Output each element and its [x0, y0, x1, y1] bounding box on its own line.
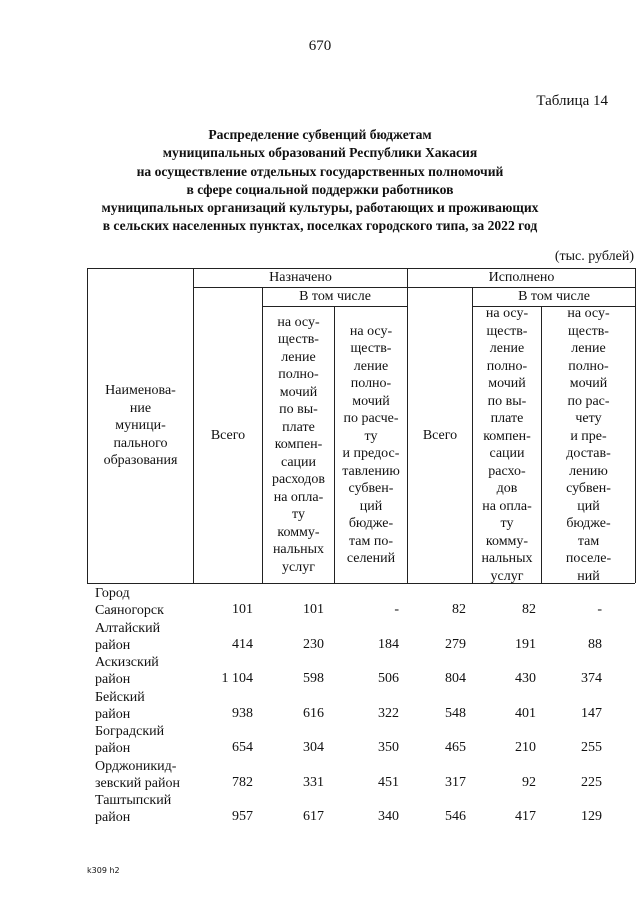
cell-assigned-total: 957: [232, 809, 253, 824]
cell-executed-compensation: 210: [515, 740, 536, 755]
title-line: на осуществление отдельных государственных полномочий: [136, 163, 504, 179]
cell-assigned-total: 101: [232, 602, 253, 617]
cell-assigned-compensation: 616: [303, 706, 324, 721]
row-name: Аскизский район: [95, 655, 159, 687]
cell-assigned-total: 782: [232, 775, 253, 790]
header-executed-in-that-number: В том числе: [518, 289, 590, 305]
header-assigned-compensation: на осу- ществ- ление полно- мочий по вы- плате компен- сации расходов на опла- ту комму- нальных услуг: [271, 314, 326, 575]
cell-assigned-total: 1 104: [221, 671, 253, 686]
units-label: (тыс. рублей): [554, 249, 634, 264]
row-name: Боградский район: [95, 724, 165, 756]
header-assigned-total: Всего: [210, 427, 246, 443]
cell-assigned-total: 654: [232, 740, 253, 755]
cell-executed-subventions: 374: [581, 671, 602, 686]
title-line: муниципальных организаций культуры, работающих и проживающих: [101, 200, 539, 216]
cell-assigned-compensation: 617: [303, 809, 324, 824]
cell-executed-subventions: 255: [581, 740, 602, 755]
row-name: Алтайский район: [95, 621, 161, 653]
cell-assigned-subventions: 350: [378, 740, 399, 755]
header-executed-subventions: на осу- ществ- ление полно- мочий по рас- чету и пре- достав- лению субвен- ций бюдже- там поселе- ний: [565, 306, 612, 584]
cell-executed-subventions: -: [597, 602, 602, 617]
header-executed: Исполнено: [488, 270, 555, 286]
footer-code: k309 h2: [87, 866, 120, 875]
row-name: Таштыпский район: [95, 793, 172, 825]
row-name: Орджоникид- зевский район: [95, 759, 180, 791]
cell-executed-compensation: 82: [522, 602, 536, 617]
cell-assigned-subventions: 506: [378, 671, 399, 686]
cell-executed-compensation: 191: [515, 637, 536, 652]
cell-assigned-compensation: 331: [303, 775, 324, 790]
cell-executed-subventions: 225: [581, 775, 602, 790]
cell-executed-total: 804: [445, 671, 466, 686]
cell-executed-total: 82: [452, 602, 466, 617]
cell-assigned-compensation: 598: [303, 671, 324, 686]
title-line: Распределение субвенций бюджетам: [208, 127, 432, 142]
cell-assigned-subventions: 322: [378, 706, 399, 721]
cell-assigned-subventions: 184: [378, 637, 399, 652]
cell-executed-total: 546: [445, 809, 466, 824]
row-name: Бейский район: [95, 690, 145, 722]
cell-executed-total: 548: [445, 706, 466, 721]
cell-assigned-compensation: 101: [303, 602, 324, 617]
table-label: Таблица 14: [536, 93, 608, 109]
cell-executed-total: 465: [445, 740, 466, 755]
cell-assigned-compensation: 230: [303, 637, 324, 652]
page-number: 670: [308, 38, 332, 54]
table-title: [60, 126, 580, 236]
title-line: муниципальных образований Республики Хакасия: [162, 145, 478, 161]
cell-assigned-subventions: 340: [378, 809, 399, 824]
cell-executed-compensation: 417: [515, 809, 536, 824]
cell-executed-subventions: 129: [581, 809, 602, 824]
cell-executed-compensation: 92: [522, 775, 536, 790]
header-executed-total: Всего: [422, 427, 458, 443]
header-assigned-subventions: на осу- ществ- ление полно- мочий по расче- ту и предос- тавлению субвен- ций бюдже- там по- селений: [342, 323, 400, 566]
cell-assigned-total: 938: [232, 706, 253, 721]
header-name-column: Наименова- ние муници- пального образования: [103, 383, 178, 469]
table-border-right: [635, 268, 636, 583]
title-line: в сфере социальной поддержки работников: [186, 181, 454, 197]
row-name: Город Саяногорск: [95, 586, 164, 618]
cell-assigned-subventions: -: [394, 602, 399, 617]
cell-executed-compensation: 430: [515, 671, 536, 686]
header-executed-compensation: на осу- ществ- ление полно- мочий по вы- плате компен- сации расхо- дов на опла- ту комму- нальных услуг: [481, 306, 533, 584]
cell-assigned-compensation: 304: [303, 740, 324, 755]
title-line: в сельских населенных пунктах, поселках городского типа, за 2022 год: [102, 218, 538, 234]
cell-assigned-total: 414: [232, 637, 253, 652]
header-assigned: Назначено: [269, 270, 332, 286]
cell-executed-total: 317: [445, 775, 466, 790]
header-border-bottom: [87, 583, 635, 584]
cell-assigned-subventions: 451: [378, 775, 399, 790]
cell-executed-subventions: 88: [588, 637, 602, 652]
cell-executed-compensation: 401: [515, 706, 536, 721]
cell-executed-subventions: 147: [581, 706, 602, 721]
header-assigned-in-that-number: В том числе: [299, 289, 371, 305]
cell-executed-total: 279: [445, 637, 466, 652]
